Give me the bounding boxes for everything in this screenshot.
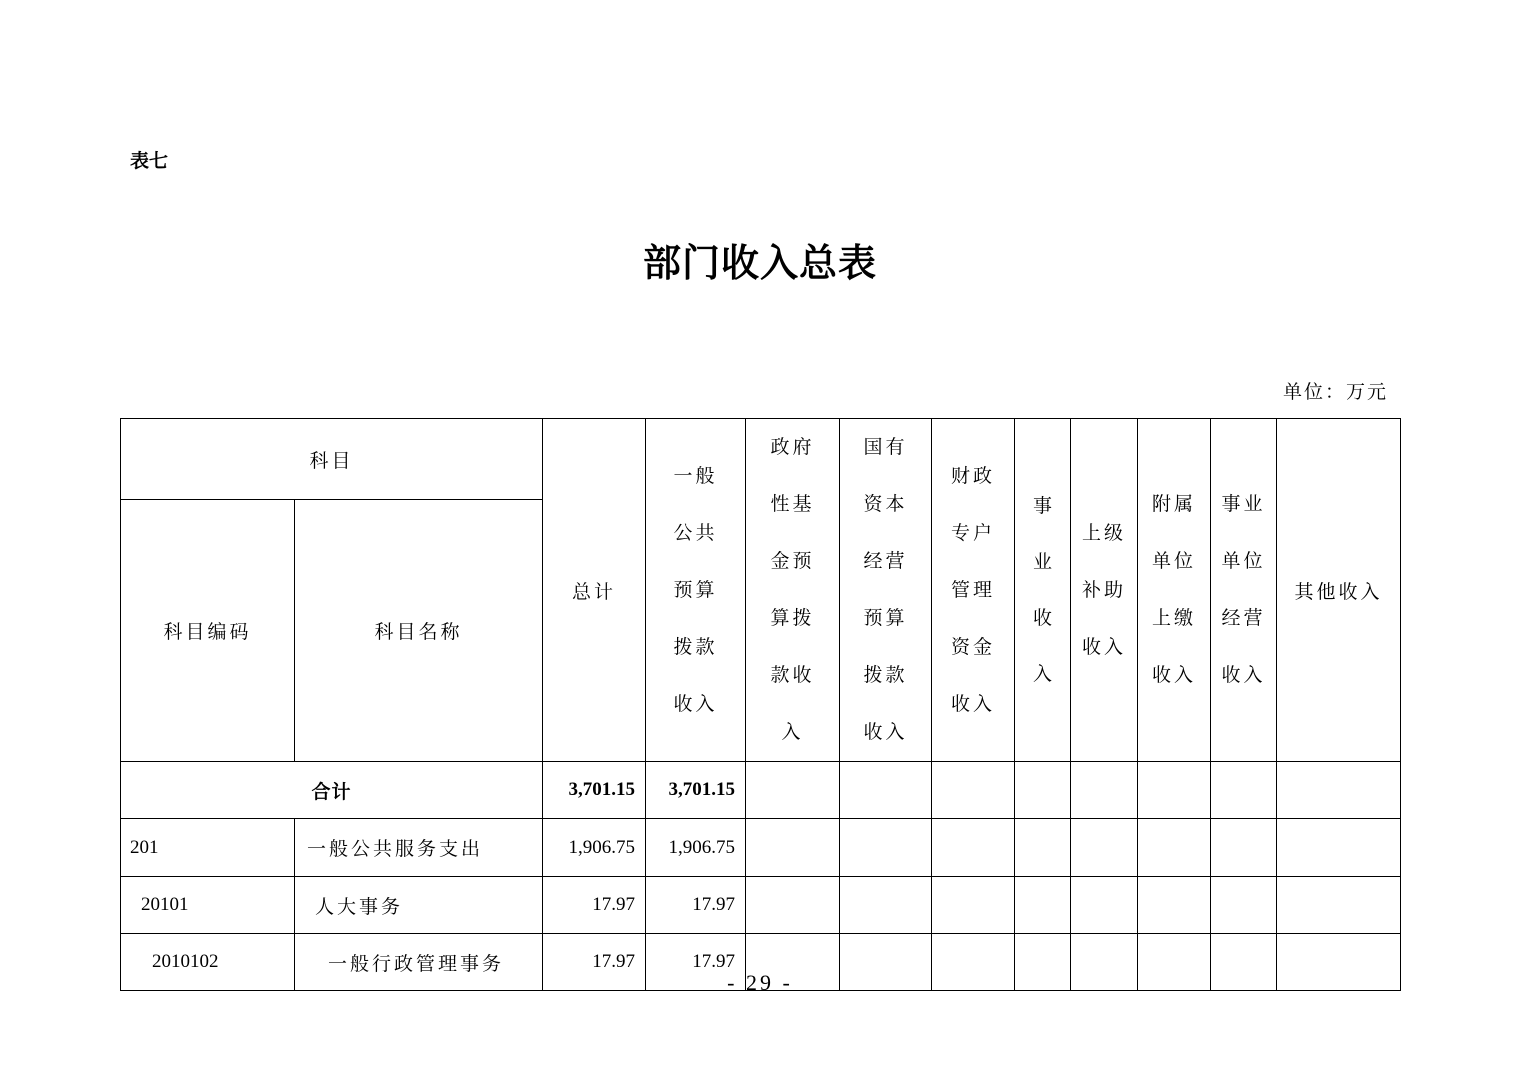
page-number: - 29 - (727, 970, 793, 995)
empty-cell (1071, 877, 1138, 934)
unit-label: 单位：万元 (1282, 381, 1388, 403)
empty-cell (1015, 819, 1071, 877)
header-business-operation (1211, 419, 1277, 762)
total-row (121, 762, 1401, 819)
row-name: 一般公共服务支出 (295, 819, 543, 877)
row-name: 一般行政管理事务 (295, 934, 543, 991)
empty-cell (1015, 762, 1071, 819)
row-general-budget: 1,906.75 (646, 819, 746, 877)
header-gov-fund-label: 政府性基金预算拨款收入 (770, 436, 815, 743)
empty-cell (746, 762, 840, 819)
empty-cell (840, 819, 932, 877)
header-row-1 (121, 419, 1401, 500)
header-fiscal-special-label: 财政专户管理资金收入 (951, 464, 996, 715)
empty-cell (1277, 762, 1401, 819)
empty-cell (1277, 819, 1401, 877)
empty-cell (746, 877, 840, 934)
header-business-income-label: 事业收入 (1033, 495, 1053, 685)
row-code: 2010102 (121, 934, 295, 991)
row-total: 17.97 (543, 877, 646, 934)
empty-cell (1015, 877, 1071, 934)
table-row (121, 819, 1401, 877)
header-subject-code: 科目编码 (121, 500, 295, 762)
empty-cell (932, 819, 1015, 877)
header-superior-subsidy (1071, 419, 1138, 762)
header-superior-subsidy-label: 上级补助收入 (1082, 521, 1127, 658)
empty-cell (1211, 762, 1277, 819)
table-label: 表七 (130, 150, 169, 172)
row-code: 20101 (121, 877, 295, 934)
row-name: 人大事务 (295, 877, 543, 934)
header-general-budget-label: 一般公共预算拨款收入 (673, 464, 718, 715)
header-subject: 科目 (121, 419, 543, 500)
header-business-income (1015, 419, 1071, 762)
empty-cell (1138, 877, 1211, 934)
empty-cell (1138, 819, 1211, 877)
header-fiscal-special (932, 419, 1015, 762)
income-summary-table (120, 418, 1401, 991)
empty-cell (1277, 877, 1401, 934)
empty-cell (840, 762, 932, 819)
header-total: 总计 (543, 419, 646, 762)
empty-cell (1138, 762, 1211, 819)
empty-cell (1071, 762, 1138, 819)
total-total: 3,701.15 (543, 762, 646, 819)
empty-cell (746, 819, 840, 877)
header-affiliated-payment (1138, 419, 1211, 762)
row-general-budget: 17.97 (646, 934, 746, 991)
header-state-capital-label: 国有资本经营预算拨款收入 (863, 436, 908, 743)
header-other-income: 其他收入 (1277, 419, 1401, 762)
total-general-budget: 3,701.15 (646, 762, 746, 819)
table-row (121, 877, 1401, 934)
empty-cell (1211, 819, 1277, 877)
empty-cell (1071, 819, 1138, 877)
row-total: 1,906.75 (543, 819, 646, 877)
row-total: 17.97 (543, 934, 646, 991)
empty-cell (932, 877, 1015, 934)
page-title: 部门收入总表 (642, 240, 877, 285)
header-business-operation-label: 事业单位经营收入 (1221, 493, 1266, 686)
row-code: 201 (121, 819, 295, 877)
header-state-capital (840, 419, 932, 762)
header-general-budget (646, 419, 746, 762)
header-affiliated-payment-label: 附属单位上缴收入 (1152, 493, 1197, 686)
row-general-budget: 17.97 (646, 877, 746, 934)
empty-cell (1211, 877, 1277, 934)
header-gov-fund (746, 419, 840, 762)
empty-cell (932, 762, 1015, 819)
empty-cell (840, 877, 932, 934)
total-label: 合计 (121, 762, 543, 819)
header-subject-name: 科目名称 (295, 500, 543, 762)
